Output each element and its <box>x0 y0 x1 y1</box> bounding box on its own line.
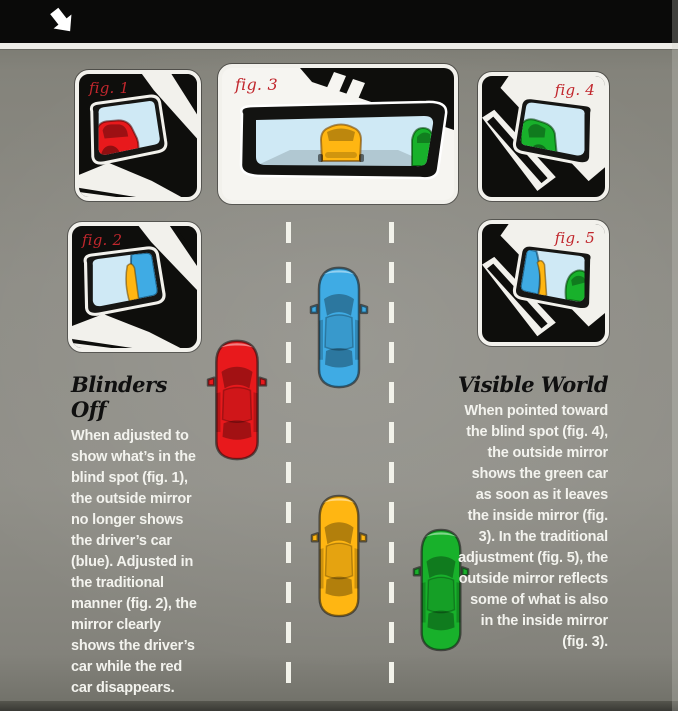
figure-4-label: fig. 4 <box>554 81 595 99</box>
figure-5-panel <box>478 220 609 346</box>
visible-world-column <box>455 372 608 653</box>
left-heading: Blinders Off <box>71 372 167 422</box>
blinders-off-column <box>71 372 202 699</box>
right-edge-strip <box>672 0 678 711</box>
yellow-car-reflection <box>318 125 364 163</box>
arrow-down-right-icon <box>46 5 79 38</box>
blue-car <box>309 264 369 391</box>
bottom-edge-bar <box>0 701 678 711</box>
figure-3-label: fig. 3 <box>235 75 278 94</box>
header-divider <box>0 43 678 50</box>
header-bar <box>0 0 678 43</box>
lane-marking-right <box>389 222 394 700</box>
figure-1-panel <box>75 70 201 201</box>
figure-2-panel <box>68 222 201 352</box>
figure-5-label: fig. 5 <box>554 229 595 247</box>
figure-2-label: fig. 2 <box>82 231 123 249</box>
figure-1-label: fig. 1 <box>89 79 130 97</box>
figure-4-panel <box>478 72 609 201</box>
figure-3-panel <box>218 64 458 204</box>
right-body-text: When pointed toward the blind spot (fig. 4), the outside mirror shows the green car as soon as it leaves the inside mirror (fig. 3). In the traditional adjustment (fig. 5), the outside mirror reflects some of what is also in the inside mirror (fig. 3). <box>458 403 608 651</box>
right-heading: Visible World <box>457 372 608 397</box>
yellow-car <box>310 492 368 620</box>
lane-marking-left <box>286 222 291 700</box>
red-car <box>206 337 268 463</box>
left-body-text: When adjusted to show what’s in the blind spot (fig. 1), the outside mirror no longer shows the driver’s car (blue). Adjusted in the traditional manner (fig. 2), the mirror clearly shows the driver’s car while the red car disappears. <box>71 428 197 697</box>
